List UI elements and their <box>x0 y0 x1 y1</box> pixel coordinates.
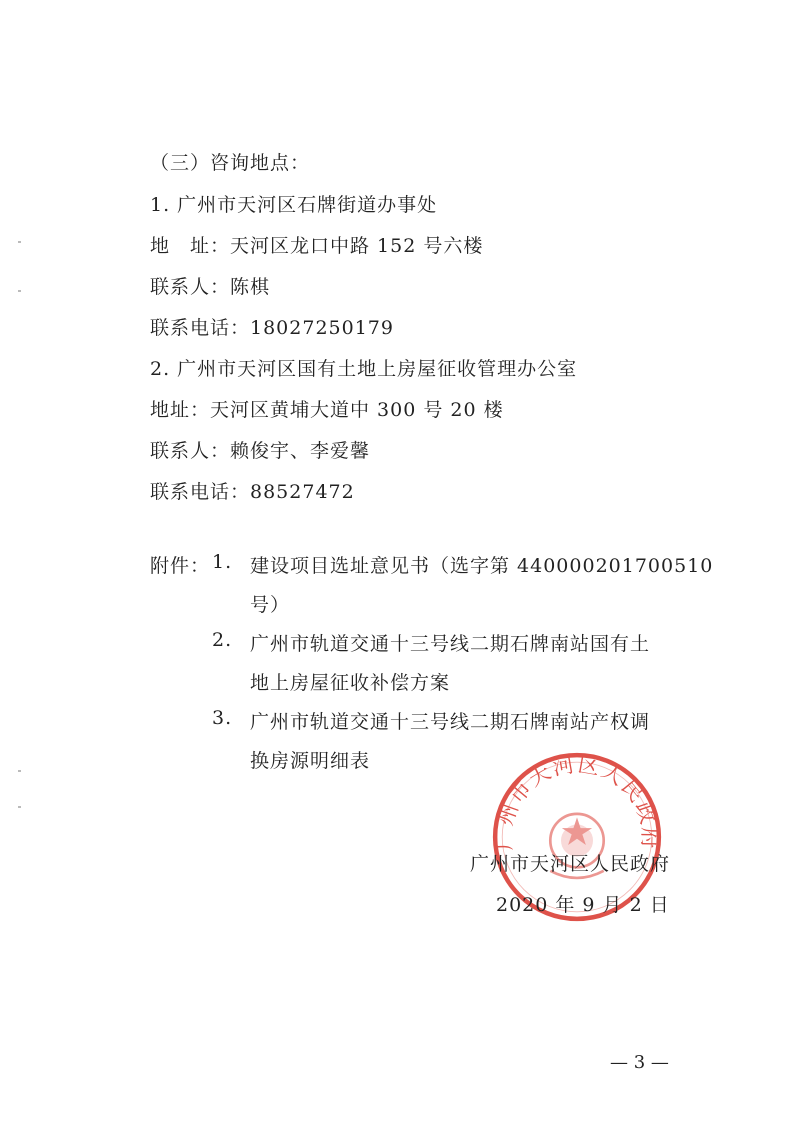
attachment-3-number: 3. <box>212 707 233 729</box>
location-1-name: 1. 广州市天河区石牌街道办事处 <box>150 194 438 216</box>
attachment-1-line1: 建设项目选址意见书（选字第 440000201700510 <box>250 555 714 577</box>
attachment-2-line2: 地上房屋征收补偿方案 <box>250 672 451 694</box>
section-heading: （三）咨询地点： <box>150 152 311 174</box>
attachment-3-line2: 换房源明细表 <box>250 750 371 772</box>
seal-arc-text: 广州市天河区人民政府 <box>491 752 663 851</box>
attachment-2-number: 2. <box>212 629 233 651</box>
page-number: — 3 — <box>610 1052 669 1073</box>
scan-mark <box>18 241 21 243</box>
location-2-contact: 联系人：赖俊宇、李爱馨 <box>150 440 371 462</box>
attachment-1-line2: 号） <box>250 594 291 616</box>
attachment-2-line1: 广州市轨道交通十三号线二期石牌南站国有土 <box>250 633 651 655</box>
location-1-phone: 联系电话：18027250179 <box>150 317 394 339</box>
location-2-name: 2. 广州市天河区国有土地上房屋征收管理办公室 <box>150 358 578 380</box>
attachments-label: 附件： <box>150 555 211 577</box>
attachment-1-number: 1. <box>212 551 233 573</box>
location-2-phone: 联系电话：88527472 <box>150 481 355 503</box>
scan-mark <box>18 770 21 772</box>
attachment-3-line1: 广州市轨道交通十三号线二期石牌南站产权调 <box>250 711 651 733</box>
signature-date: 2020 年 9 月 2 日 <box>496 894 670 916</box>
location-1-contact: 联系人：陈棋 <box>150 276 271 298</box>
scan-mark <box>18 806 21 808</box>
signature-organization: 广州市天河区人民政府 <box>470 853 671 875</box>
location-1-address: 地 址：天河区龙口中路 152 号六楼 <box>150 235 484 257</box>
scan-mark <box>18 290 21 292</box>
location-2-address: 地址：天河区黄埔大道中 300 号 20 楼 <box>150 399 504 421</box>
